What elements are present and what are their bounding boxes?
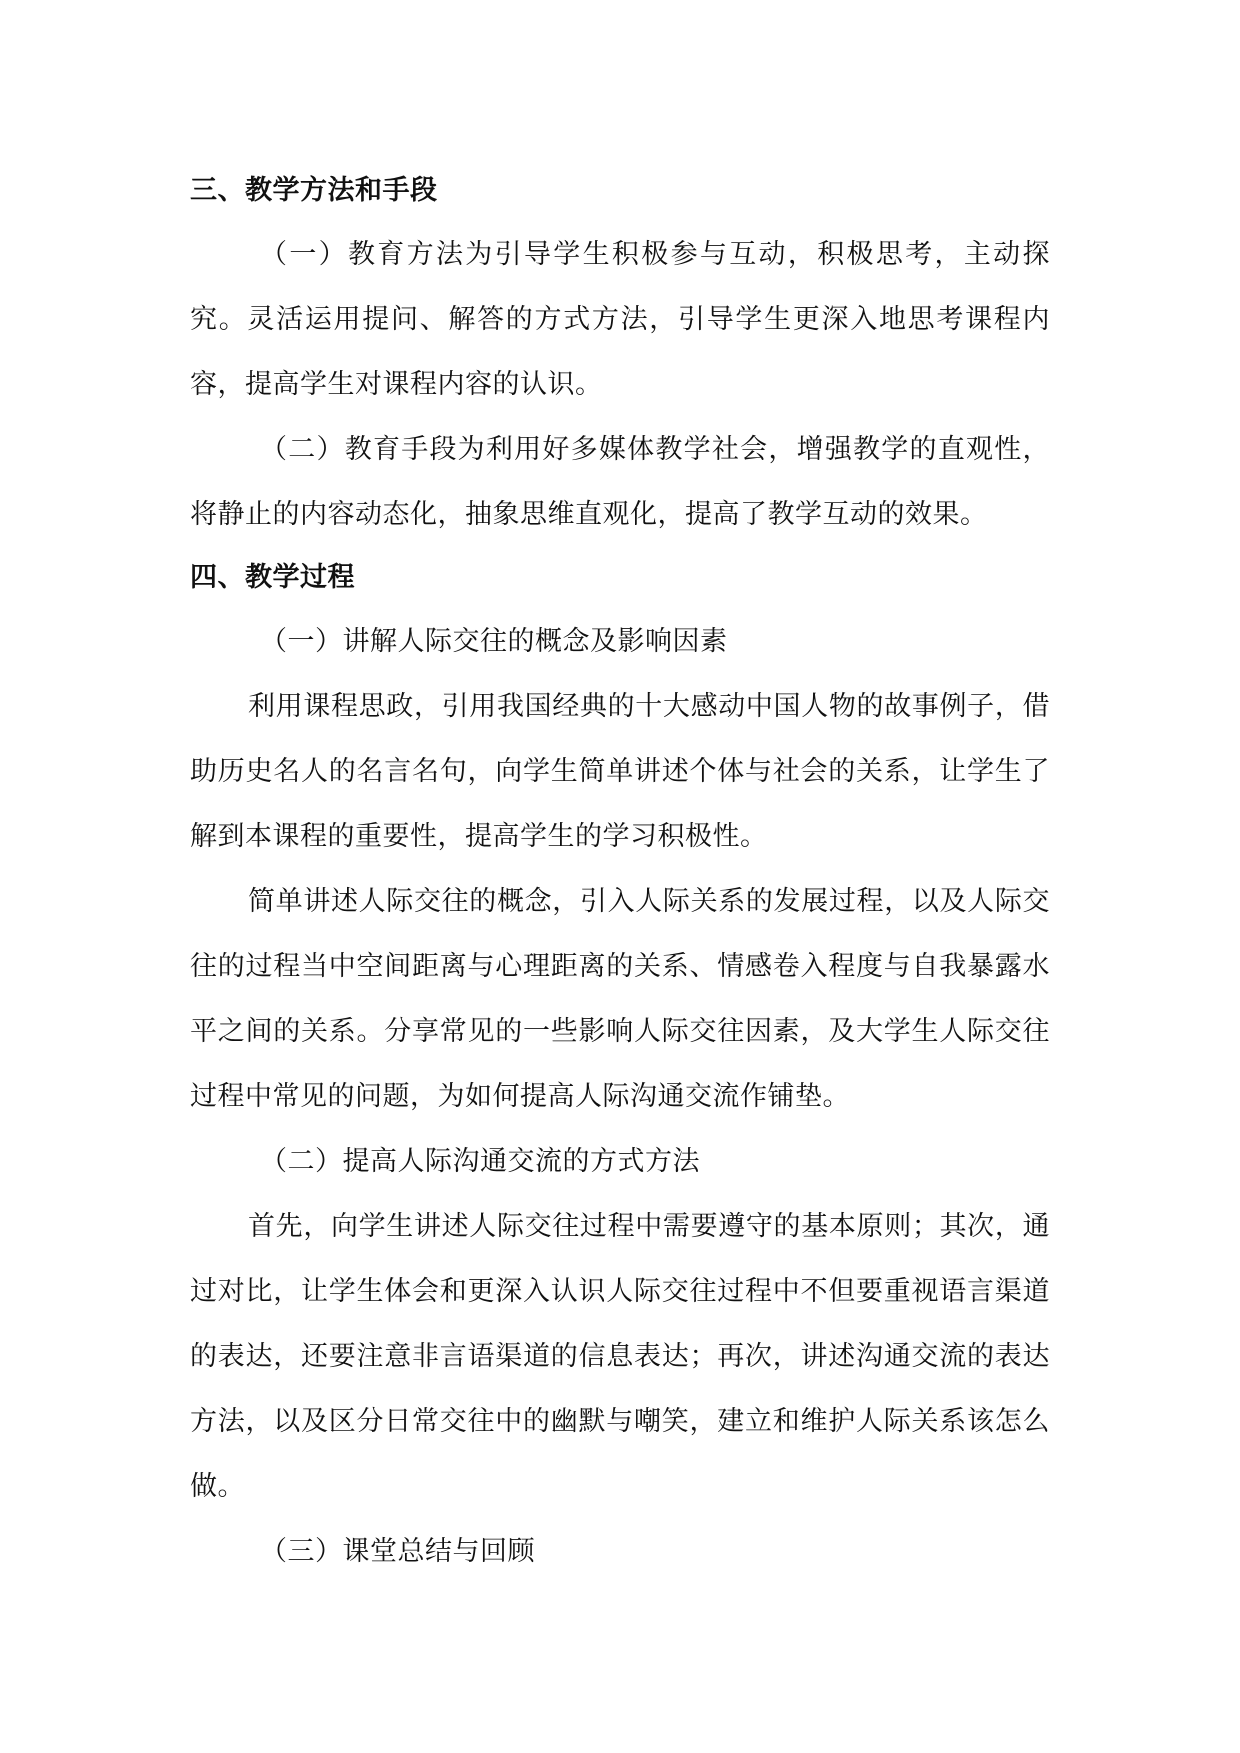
paragraph-education-means: （二）教育手段为利用好多媒体教学社会，增强教学的直观性，将静止的内容动态化，抽象思维直观化，提高了教学互动的效果。	[190, 434, 1050, 530]
document-body	[190, 160, 1050, 1584]
paragraph-communication-principles: 首先，向学生讲述人际交往过程中需要遵守的基本原则；其次，通过对比，让学生体会和更深入认识人际交往过程中不但要重视语言渠道的表达，还要注意非言语渠道的信息表达；再次，讲述沟通交流的表达方法，以及区分日常交往中的幽默与嘲笑，建立和维护人际关系该怎么做。	[190, 1211, 1050, 1502]
section-heading-teaching-process: 四、教学过程	[190, 562, 355, 593]
subheading-communication-methods: （二）提高人际沟通交流的方式方法	[260, 1146, 700, 1177]
paragraph-interpersonal-concept: 简单讲述人际交往的概念，引入人际关系的发展过程，以及人际交往的过程当中空间距离与心理距离的关系、情感卷入程度与自我暴露水平之间的关系。分享常见的一些影响人际交往因素，及大学生人际交往过程中常见的问题，为如何提高人际沟通交流作铺垫。	[190, 886, 1050, 1112]
paragraph-course-ideology: 利用课程思政，引用我国经典的十大感动中国人物的故事例子，借助历史名人的名言名句，向学生简单讲述个体与社会的关系，让学生了解到本课程的重要性，提高学生的学习积极性。	[190, 691, 1050, 852]
subheading-summary-review: （三）课堂总结与回顾	[260, 1536, 535, 1567]
section-heading-teaching-methods: 三、教学方法和手段	[190, 175, 438, 206]
paragraph-education-method: （一）教育方法为引导学生积极参与互动，积极思考，主动探究。灵活运用提问、解答的方式方法，引导学生更深入地思考课程内容，提高学生对课程内容的认识。	[190, 239, 1050, 400]
subheading-concepts-and-factors: （一）讲解人际交往的概念及影响因素	[260, 626, 728, 657]
